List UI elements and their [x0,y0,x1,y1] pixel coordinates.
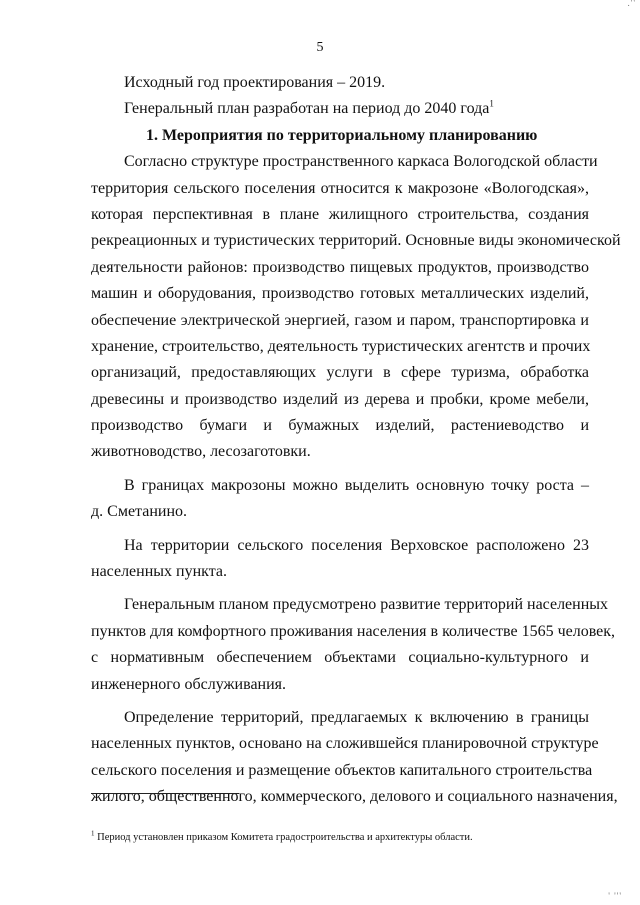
footnote [91,831,473,845]
paragraph-line: машин и оборудования, производство готовых металлических изделий, [91,285,589,303]
paragraph-line: рекреационных и туристических территорий. Основные виды экономической [91,232,621,250]
scan-mark-top: .'' [627,0,636,8]
paragraph-line: Генеральным планом предусмотрено развитие территорий населенных [124,596,609,614]
paragraph-line: населенных пунктов, основано на сложившейся планировочной структуре [91,735,599,753]
paragraph-line: животноводство, лесозаготовки. [91,443,311,461]
paragraph-line: д. Сметанино. [91,503,188,521]
paragraph-line: населенных пункта. [91,563,227,581]
paragraph-5 [91,705,618,811]
footnote-marker: 1 [91,829,95,838]
paragraph-line: В границах макрозоны можно выделить основную точку роста – [124,476,589,494]
page-number: 5 [316,40,324,55]
section-heading: 1. Мероприятия по территориальному планированию [146,126,538,144]
paragraph-line: которая перспективная в плане жилищного строительства, создания [91,205,589,223]
paragraph-line: обеспечение электрической энергией, газом и паром, транспортировка и [91,311,589,329]
paragraph-line: Согласно структуре пространственного каркаса Вологодской области [124,153,598,171]
design-base-year-line: Исходный год проектирования – 2019. [124,74,386,91]
footnote-text: Период установлен приказом Комитета градостроительства и архитектуры области. [97,832,473,843]
paragraph-3 [91,533,589,586]
paragraph-line: организаций, предоставляющих услуги в сфере туризма, обработка [91,364,589,382]
plan-period-line [91,96,589,122]
paragraph-line: территория сельского поселения относится к макрозоне «Вологодская», [91,179,589,197]
footnote-separator [91,793,239,794]
paragraph-2 [91,473,589,526]
paragraph-line: пунктов для комфортного проживания населения в количестве 1565 человек, [91,622,616,640]
paragraph-line: производство бумаги и бумажных изделий, растениеводство и [91,417,589,435]
footnote-reference: 1 [489,99,494,110]
document-body [91,70,621,811]
scan-mark-bottom: ' ''' [608,891,622,901]
paragraph-line: Определение территорий, предлагаемых к включению в границы [124,708,589,726]
paragraph-line: На территории сельского поселения Верховское расположено 23 [124,536,589,554]
plan-period-text: Генеральный план разработан на период до 2040 года [124,100,490,118]
paragraph-4 [91,592,616,698]
paragraph-1 [91,149,621,466]
paragraph-line: сельского поселения и размещение объектов капитального строительства [91,761,593,779]
paragraph-line: древесины и производство изделий из дерева и пробки, кроме мебели, [91,390,589,408]
paragraph-line: инженерного обслуживания. [91,675,287,693]
paragraph-line: с нормативным обеспечением объектами социально-культурного и [91,649,589,667]
paragraph-line: жилого, общественного, коммерческого, делового и социального назначения, [91,788,618,806]
paragraph-line: деятельности районов: производство пищевых продуктов, производство [91,258,589,276]
paragraph-line: хранение, строительство, деятельность туристических агентств и прочих [91,337,591,355]
